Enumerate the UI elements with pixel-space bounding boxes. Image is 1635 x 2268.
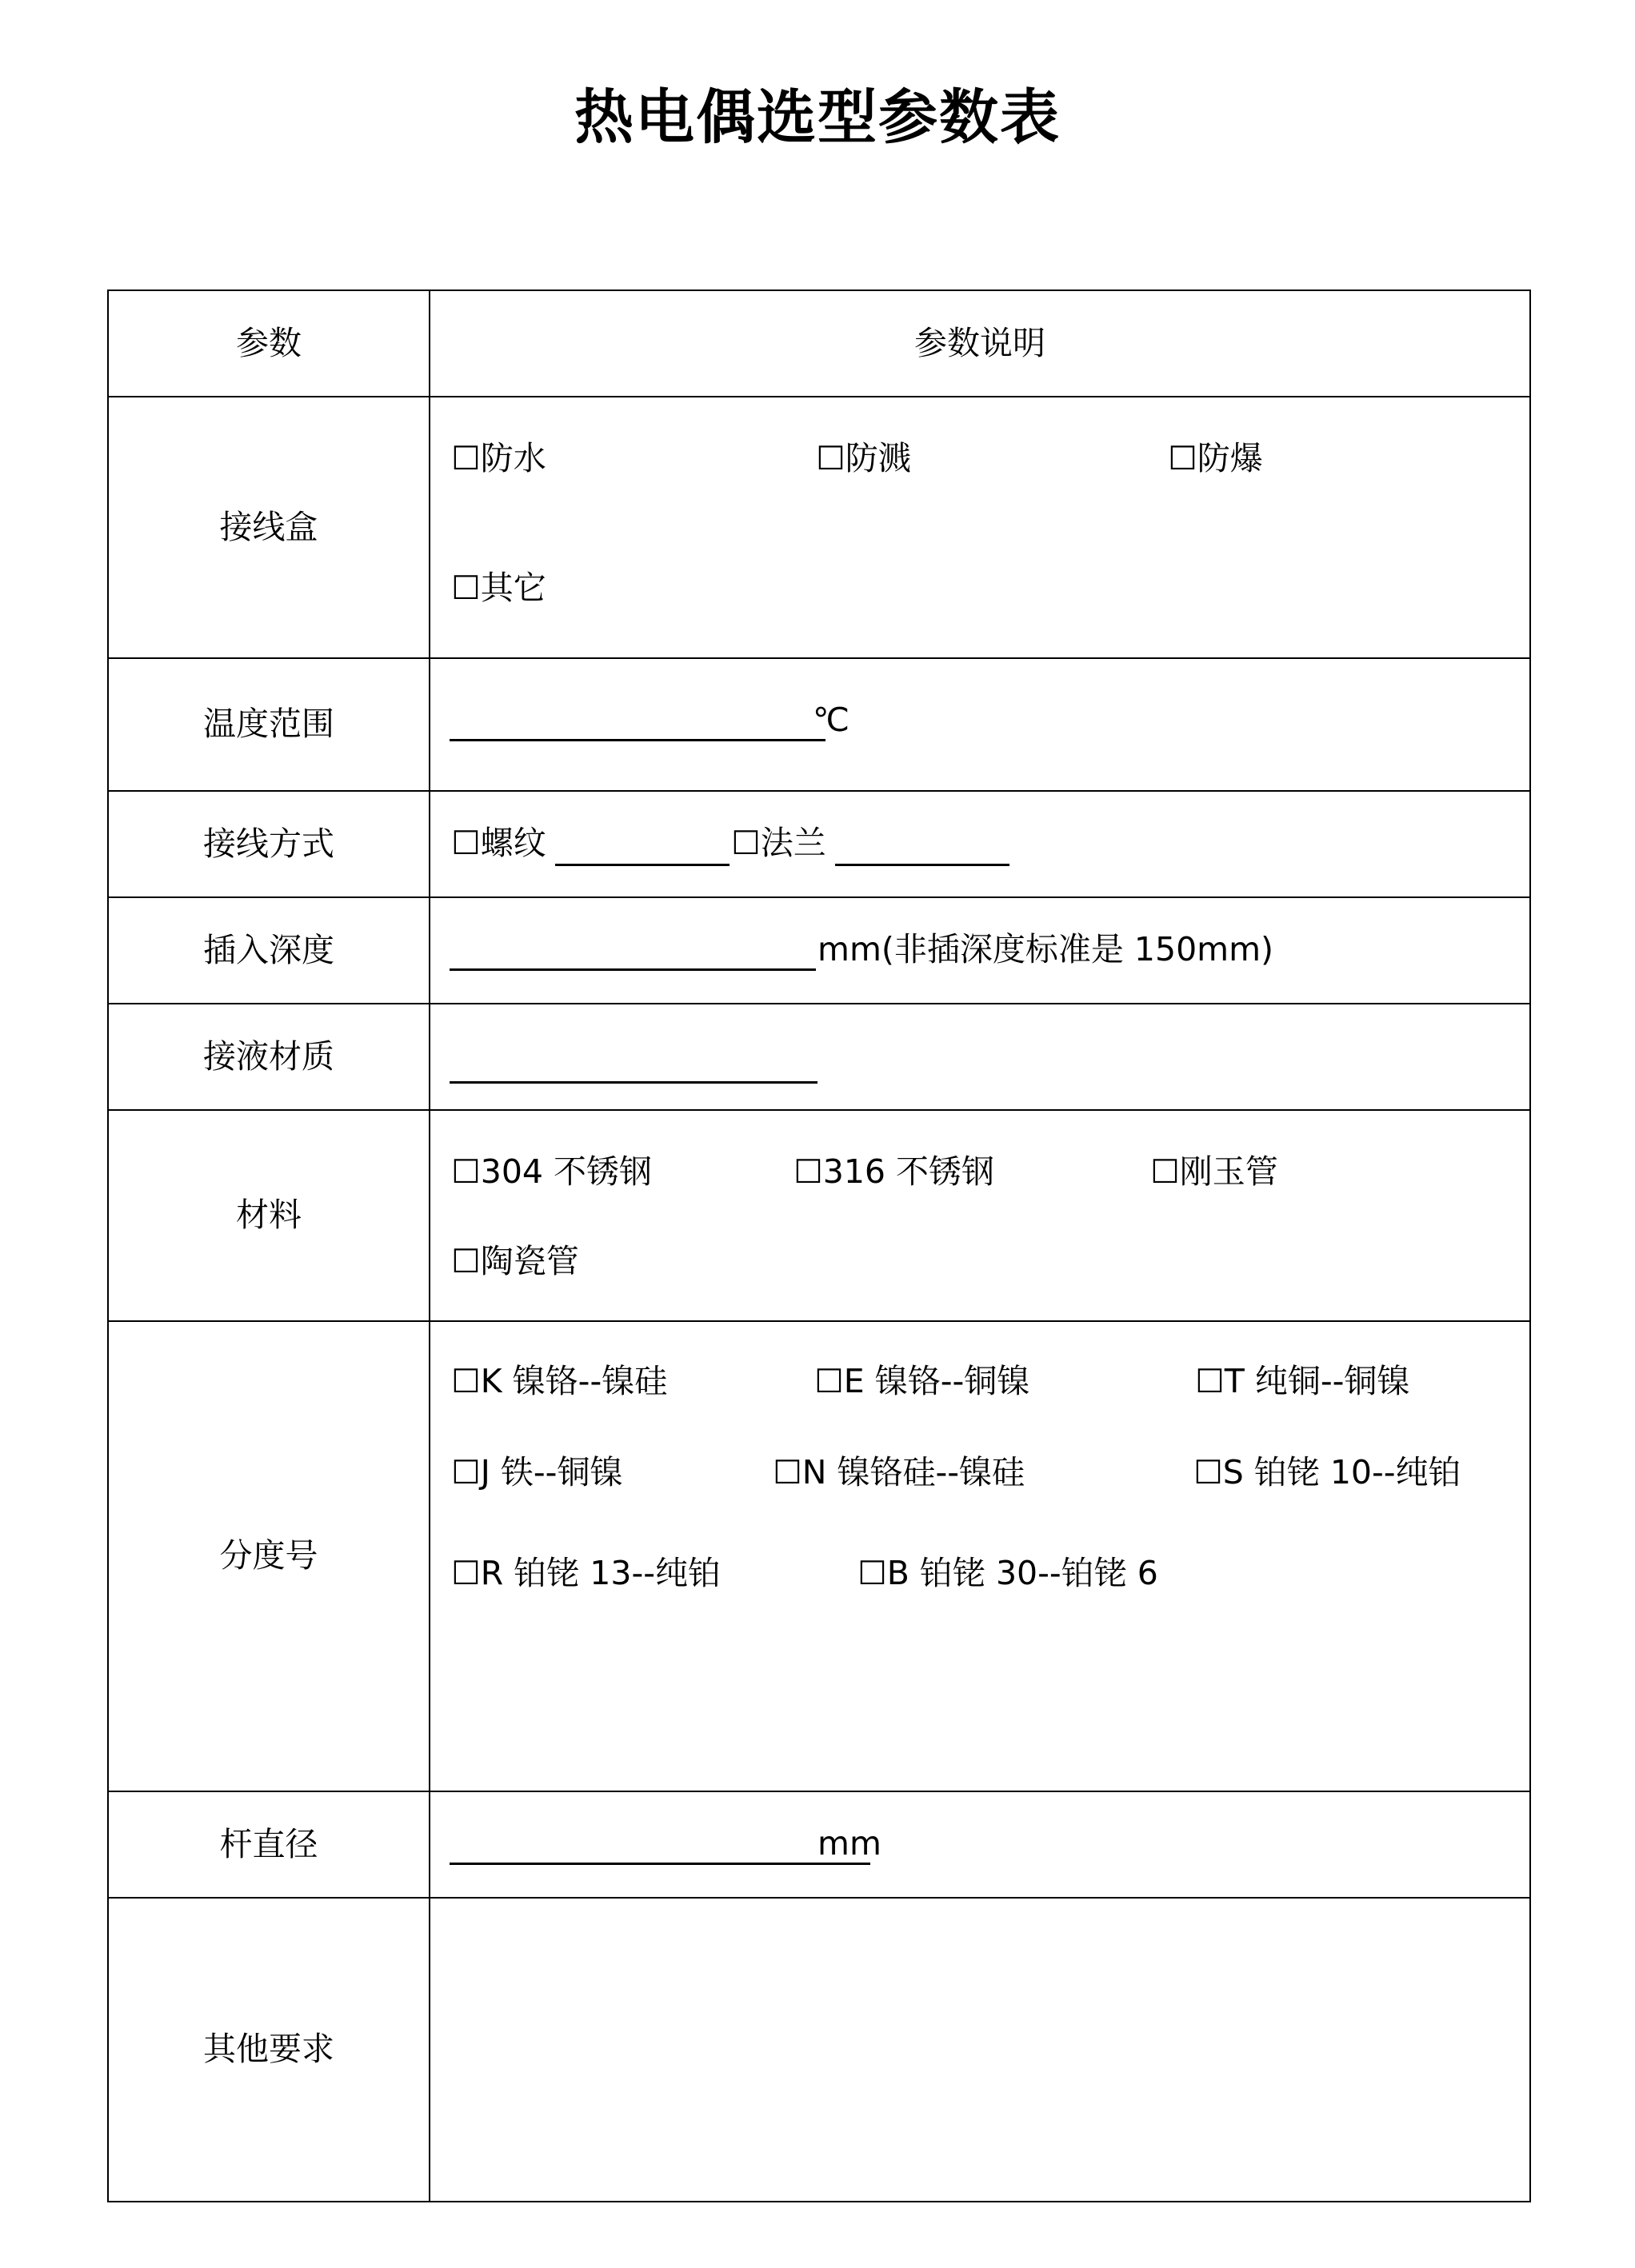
insertion-depth-blank[interactable] — [450, 968, 816, 971]
checkbox-corundum-tube[interactable]: ☐刚玉管 — [1150, 1152, 1278, 1191]
row-other — [108, 1898, 1530, 2202]
checkbox-304-steel[interactable]: ☐304 不锈钢 — [451, 1152, 653, 1191]
checkbox-other-box[interactable]: ☐其它 — [451, 569, 546, 607]
rod-diameter-blank[interactable] — [450, 1863, 870, 1865]
header-desc: 参数说明 — [430, 290, 1530, 397]
content-graduation — [430, 1321, 1530, 1791]
checkbox-splashproof[interactable]: ☐防溅 — [816, 439, 911, 477]
checkbox-type-b[interactable]: ☐B 铂铑 30--铂铑 6 — [857, 1554, 1158, 1592]
row-connection — [108, 791, 1530, 897]
temp-unit: ℃ — [813, 701, 850, 739]
checkbox-type-s[interactable]: ☐S 铂铑 10--纯铂 — [1193, 1453, 1461, 1491]
row-wetted-material — [108, 1004, 1530, 1110]
checkbox-type-n[interactable]: ☐N 镍铬硅--镍硅 — [773, 1453, 1025, 1491]
table-header-row — [108, 290, 1530, 397]
header-param: 参数 — [108, 290, 430, 397]
label-connection: 接线方式 — [108, 791, 430, 897]
parameter-table — [107, 289, 1531, 2202]
row-junction-box — [108, 397, 1530, 658]
label-temp-range: 温度范围 — [108, 658, 430, 791]
checkbox-type-e[interactable]: ☐E 镍铬--铜镍 — [814, 1362, 1030, 1400]
document-title: 热电偶选型参数表 — [574, 83, 1061, 152]
content-connection — [430, 791, 1530, 897]
content-insertion-depth — [430, 897, 1530, 1004]
label-material: 材料 — [108, 1110, 430, 1321]
row-rod-diameter — [108, 1791, 1530, 1898]
wetted-material-blank[interactable] — [450, 1081, 818, 1084]
label-junction-box: 接线盒 — [108, 397, 430, 658]
label-rod-diameter: 杆直径 — [108, 1791, 430, 1898]
content-junction-box — [430, 397, 1530, 658]
checkbox-type-j[interactable]: ☐J 铁--铜镍 — [451, 1453, 623, 1491]
other-requirements-field[interactable] — [430, 1898, 1530, 2202]
content-material — [430, 1110, 1530, 1321]
checkbox-flange[interactable]: ☐法兰 — [731, 824, 826, 862]
label-wetted-material: 接液材质 — [108, 1004, 430, 1110]
checkbox-explosionproof[interactable]: ☐防爆 — [1168, 439, 1263, 477]
checkbox-type-t[interactable]: ☐T 纯铜--铜镍 — [1195, 1362, 1410, 1400]
temp-range-blank[interactable] — [450, 739, 825, 741]
rod-diameter-unit: mm — [818, 1824, 881, 1863]
row-material — [108, 1110, 1530, 1321]
insertion-depth-note: mm(非插深度标准是 150mm) — [818, 930, 1274, 968]
label-graduation: 分度号 — [108, 1321, 430, 1791]
label-insertion-depth: 插入深度 — [108, 897, 430, 1004]
row-temp-range — [108, 658, 1530, 791]
checkbox-ceramic-tube[interactable]: ☐陶瓷管 — [451, 1242, 579, 1280]
checkbox-type-r[interactable]: ☐R 铂铑 13--纯铂 — [451, 1554, 722, 1592]
checkbox-316-steel[interactable]: ☐316 不锈钢 — [794, 1152, 995, 1191]
checkbox-thread[interactable]: ☐螺纹 — [451, 824, 546, 862]
content-rod-diameter — [430, 1791, 1530, 1898]
row-insertion-depth — [108, 897, 1530, 1004]
row-graduation — [108, 1321, 1530, 1791]
thread-blank[interactable] — [555, 864, 730, 866]
flange-blank[interactable] — [835, 864, 1009, 866]
content-temp-range — [430, 658, 1530, 791]
checkbox-waterproof[interactable]: ☐防水 — [451, 439, 546, 477]
content-wetted-material — [430, 1004, 1530, 1110]
label-other: 其他要求 — [108, 1898, 430, 2202]
checkbox-type-k[interactable]: ☐K 镍铬--镍硅 — [451, 1362, 668, 1400]
